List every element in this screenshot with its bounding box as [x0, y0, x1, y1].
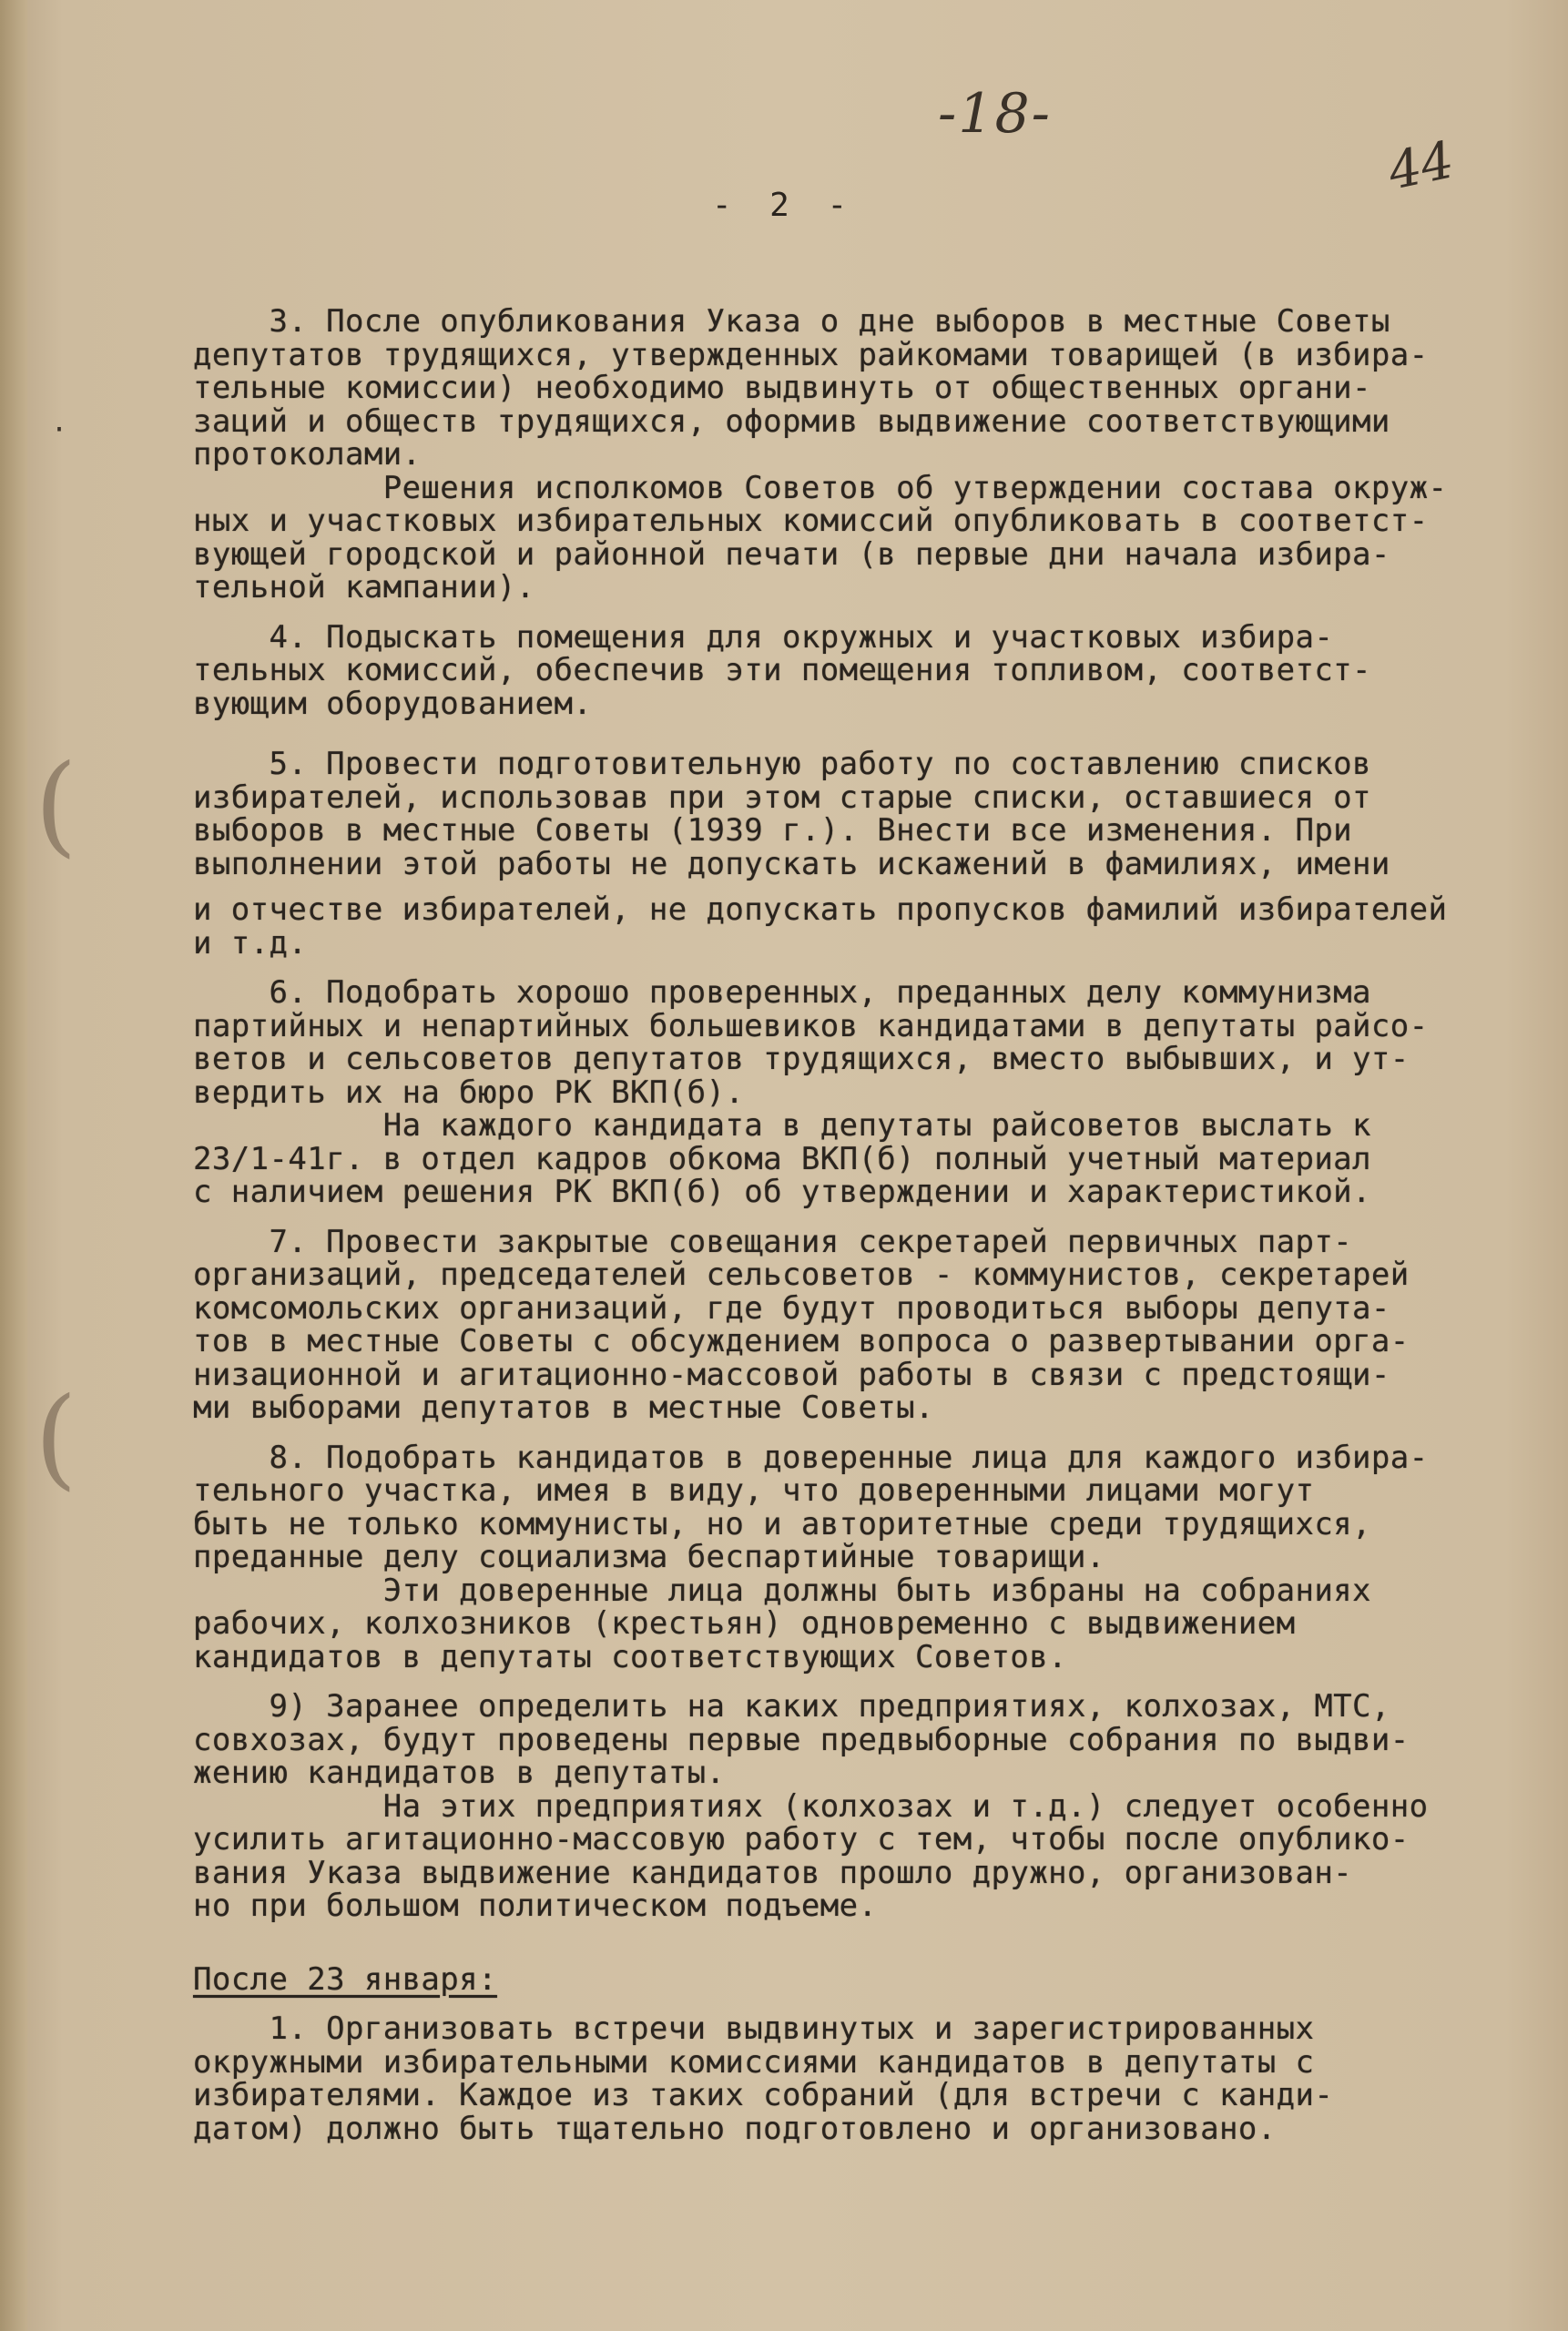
binding-edge	[0, 0, 27, 2331]
text-line: тельной кампании).	[193, 569, 535, 606]
text-line: депутатов трудящихся, утвержденных райкомами товарищей (в избира-	[193, 336, 1429, 373]
text-line: организаций, председателей сельсоветов - коммунистов, секретарей	[193, 1257, 1410, 1293]
text-line: с наличием решения РК ВКП(б) об утверждении и характеристикой.	[193, 1174, 1371, 1210]
text-line: выполнении этой работы не допускать искажений в фамилиях, имени	[193, 845, 1390, 882]
text-line: вердить их на бюро РК ВКП(б).	[193, 1074, 745, 1111]
text-line: партийных и непартийных большевиков кандидатами в депутаты райсо-	[193, 1007, 1429, 1044]
text-line: ных и участковых избирательных комиссий опубликовать в соответст-	[193, 503, 1429, 539]
text-line: тельные комиссии) необходимо выдвинуть от общественных органи-	[193, 370, 1371, 406]
text-line: 23/1-41г. в отдел кадров обкома ВКП(б) полный учетный материал	[193, 1140, 1371, 1177]
paragraph-after-1	[193, 2012, 1468, 2145]
text-line: 7. Провести закрытые совещания секретарей первичных парт-	[193, 1223, 1353, 1260]
section-heading-text: После 23 января:	[193, 1960, 497, 1998]
text-line: На этих предприятиях (колхозах и т.д.) следует особенно	[193, 1787, 1429, 1825]
paragraph-7	[193, 1223, 1468, 1426]
text-line: вующим оборудованием.	[193, 685, 593, 722]
text-line: 1. Организовать встречи выдвинутых и зарегистрированных	[193, 2010, 1315, 2047]
text-line: жению кандидатов в депутаты.	[193, 1755, 726, 1791]
text-line: совхозах, будут проведены первые предвыборные собрания по выдви-	[193, 1721, 1410, 1758]
text-line: 8. Подобрать кандидатов в доверенные лица для каждого избира-	[193, 1439, 1429, 1476]
text-line: датом) должно быть тщательно подготовлено и организовано.	[193, 2110, 1277, 2147]
section-heading	[193, 1960, 1468, 1998]
text-line: 3. После опубликования Указа о дне выборов в местные Советы	[193, 303, 1390, 340]
text-line: окружными избирательными комиссиями кандидатов в депутаты с	[193, 2043, 1315, 2081]
text-line: и отчестве избирателей, не допускать пропусков фамилий избирателей	[193, 891, 1448, 928]
text-line: рабочих, колхозников (крестьян) одновременно с выдвижением	[193, 1605, 1296, 1642]
text-line: избирателей, использовав при этом старые списки, оставшиеся от	[193, 779, 1371, 816]
handwritten-corner-mark: 44	[1383, 130, 1460, 202]
document-body	[193, 305, 1468, 2145]
text-line: и т.д.	[193, 924, 308, 962]
text-line: тельных комиссий, обеспечив эти помещения топливом, соответст-	[193, 652, 1371, 688]
text-line: преданные делу социализма беспартийные товарищи.	[193, 1539, 1105, 1575]
text-line: 5. Провести подготовительную работу по составлению списков	[193, 746, 1371, 782]
text-line: вания Указа выдвижение кандидатов прошло дружно, организован-	[193, 1854, 1353, 1891]
text-line: 6. Подобрать хорошо проверенных, преданных делу коммунизма	[193, 974, 1371, 1011]
text-line: вующей городской и районной печати (в первые дни начала избира-	[193, 535, 1390, 573]
text-line: но при большом политическом подъеме.	[193, 1888, 878, 1924]
text-line: кандидатов в депутаты соответствующих Советов.	[193, 1638, 1068, 1675]
handwritten-folio-number: -18-	[938, 82, 1052, 146]
page-number: - 2 -	[711, 187, 857, 224]
margin-dot-mark: ·	[51, 414, 68, 446]
text-line: быть не только коммунисты, но и авторитетные среди трудящихся,	[193, 1505, 1371, 1542]
text-line: протоколами.	[193, 436, 422, 473]
text-line: комсомольских организаций, где будут проводиться выборы депута-	[193, 1289, 1390, 1327]
text-line: Решения исполкомов Советов об утверждении состава окруж-	[193, 469, 1448, 506]
margin-bracket-mark: (	[35, 1375, 77, 1501]
text-line: Эти доверенные лица должны быть избраны на собраниях	[193, 1572, 1371, 1609]
paragraph-3	[193, 305, 1468, 605]
paragraph-9	[193, 1690, 1468, 1923]
paragraph-6	[193, 976, 1468, 1209]
text-line: усилить агитационно-массовую работу с тем, чтобы после опублико-	[193, 1821, 1410, 1858]
text-line: 4. Подыскать помещения для окружных и участковых избира-	[193, 618, 1334, 656]
text-line: выборов в местные Советы (1939 г.). Внести все изменения. При	[193, 812, 1353, 849]
margin-bracket-mark: (	[35, 742, 77, 869]
paragraph-4	[193, 618, 1468, 722]
text-line: тельного участка, имея в виду, что доверенными лицами могут	[193, 1472, 1315, 1509]
text-line: низационной и агитационно-массовой работы в связи с предстоящи-	[193, 1356, 1390, 1393]
text-line: ми выборами депутатов в местные Советы.	[193, 1389, 934, 1426]
paragraph-5	[193, 748, 1468, 960]
text-line: ветов и сельсоветов депутатов трудящихся, вместо выбывших, и ут-	[193, 1041, 1410, 1077]
paragraph-8	[193, 1441, 1468, 1674]
text-line: заций и обществ трудящихся, оформив выдвижение соответствующими	[193, 402, 1390, 440]
text-line: тов в местные Советы с обсуждением вопроса о развертывании орга-	[193, 1323, 1410, 1359]
text-line: избирателями. Каждое из таких собраний (для встречи с канди-	[193, 2077, 1334, 2113]
text-line: 9) Заранее определить на каких предприятиях, колхозах, МТС,	[193, 1688, 1390, 1725]
text-line: На каждого кандидата в депутаты райсоветов выслать к	[193, 1107, 1371, 1144]
